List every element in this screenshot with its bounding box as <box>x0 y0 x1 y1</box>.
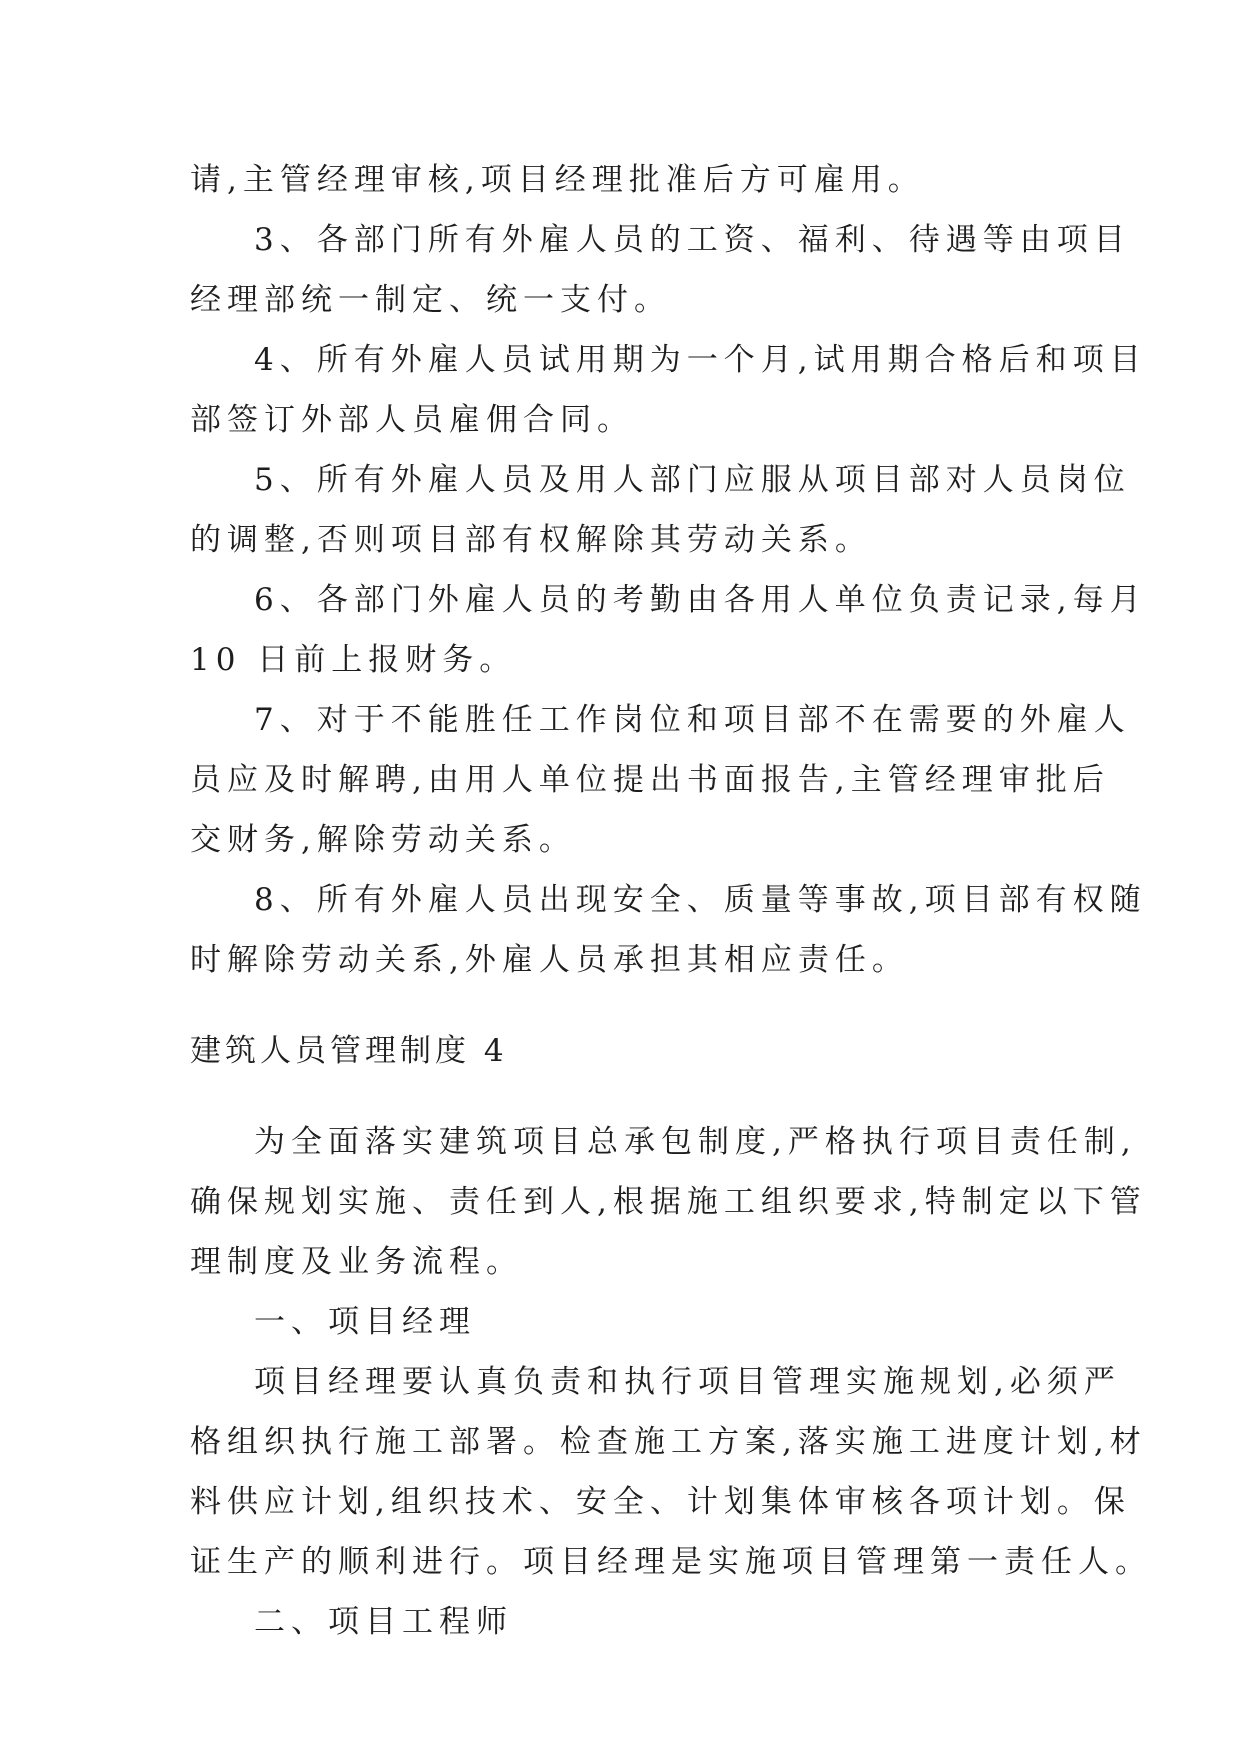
text-line: 经理部统一制定、统一支付。 <box>190 282 671 318</box>
list-item-4: 4、所有外雇人员试用期为一个月,试用期合格后和项目 <box>254 342 1147 378</box>
section-heading: 建筑人员管理制度 4 <box>190 1033 508 1069</box>
text-line: 部签订外部人员雇佣合同。 <box>190 402 634 438</box>
text-line: 交财务,解除劳动关系。 <box>190 822 576 858</box>
subheading-project-engineer: 二、项目工程师 <box>254 1604 513 1640</box>
subheading-project-manager: 一、项目经理 <box>254 1304 476 1340</box>
list-item-5: 5、所有外雇人员及用人部门应服从项目部对人员岗位 <box>254 462 1131 498</box>
list-item-3: 3、各部门所有外雇人员的工资、福利、待遇等由项目 <box>254 222 1131 258</box>
text-line: 的调整,否则项目部有权解除其劳动关系。 <box>190 522 872 558</box>
list-item-8: 8、所有外雇人员出现安全、质量等事故,项目部有权随 <box>254 882 1147 918</box>
text-line: 员应及时解聘,由用人单位提出书面报告,主管经理审批后 <box>190 762 1110 798</box>
list-item-6: 6、各部门外雇人员的考勤由各用人单位负责记录,每月 <box>254 582 1147 618</box>
text-line: 时解除劳动关系,外雇人员承担其相应责任。 <box>190 942 909 978</box>
text-line: 理制度及业务流程。 <box>190 1244 523 1280</box>
paragraph-project-manager: 项目经理要认真负责和执行项目管理实施规划,必须严 <box>254 1364 1121 1400</box>
document-body <box>190 150 1152 1652</box>
text-line: 10 日前上报财务。 <box>190 642 517 678</box>
text-line: 请,主管经理审核,项目经理批准后方可雇用。 <box>190 162 925 198</box>
text-line: 格组织执行施工部署。检查施工方案,落实施工进度计划,材 <box>190 1424 1147 1460</box>
text-line: 证生产的顺利进行。项目经理是实施项目管理第一责任人。 <box>190 1544 1152 1580</box>
text-line: 料供应计划,组织技术、安全、计划集体审核各项计划。保 <box>190 1484 1131 1520</box>
text-line: 确保规划实施、责任到人,根据施工组织要求,特制定以下管 <box>190 1184 1147 1220</box>
intro-paragraph: 为全面落实建筑项目总承包制度,严格执行项目责任制, <box>254 1124 1137 1160</box>
list-item-7: 7、对于不能胜任工作岗位和项目部不在需要的外雇人 <box>254 702 1131 738</box>
